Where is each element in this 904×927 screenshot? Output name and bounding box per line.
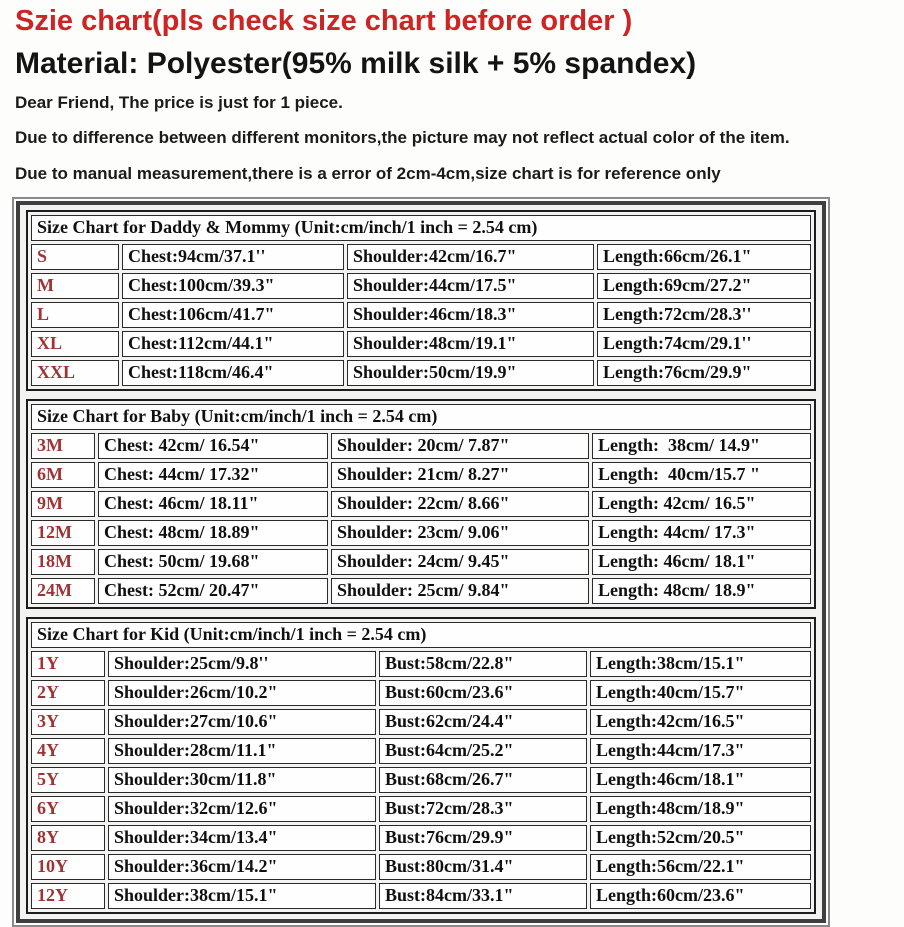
size-label: 5Y: [31, 767, 105, 793]
measurement-cell: Length:42cm/16.5": [590, 709, 811, 735]
measurement-cell: Length:69cm/27.2": [597, 273, 811, 299]
size-chart-frame: [12, 197, 830, 927]
size-label: 24M: [31, 578, 95, 604]
size-row: [31, 680, 811, 706]
measurement-cell: Shoulder:50cm/19.9": [347, 360, 594, 386]
table-title-row: [31, 622, 811, 648]
size-label: 3M: [31, 433, 95, 459]
size-row: [31, 302, 811, 328]
size-label: 9M: [31, 491, 95, 517]
size-row: [31, 433, 811, 459]
measurement-cell: Chest: 50cm/ 19.68": [98, 549, 328, 575]
measurement-cell: Shoulder: 21cm/ 8.27": [331, 462, 589, 488]
table-title-row: [31, 404, 811, 430]
measurement-cell: Shoulder:25cm/9.8'': [108, 651, 376, 677]
measurement-cell: Length: 48cm/ 18.9": [592, 578, 811, 604]
measurement-cell: Shoulder: 24cm/ 9.45": [331, 549, 589, 575]
measurement-cell: Shoulder:48cm/19.1": [347, 331, 594, 357]
measurement-cell: Chest:106cm/41.7": [122, 302, 344, 328]
measurement-cell: Chest: 44cm/ 17.32": [98, 462, 328, 488]
size-row: [31, 491, 811, 517]
measurement-cell: Shoulder:34cm/13.4": [108, 825, 376, 851]
size-label: 12M: [31, 520, 95, 546]
measurement-cell: Length:66cm/26.1": [597, 244, 811, 270]
measurement-cell: Bust:64cm/25.2": [379, 738, 587, 764]
measurement-cell: Shoulder:36cm/14.2": [108, 854, 376, 880]
measurement-cell: Bust:60cm/23.6": [379, 680, 587, 706]
page-header: [0, 0, 904, 184]
measurement-cell: Length:72cm/28.3'': [597, 302, 811, 328]
measurement-cell: Chest: 46cm/ 18.11": [98, 491, 328, 517]
size-row: [31, 578, 811, 604]
measurement-cell: Chest: 52cm/ 20.47": [98, 578, 328, 604]
measurement-cell: Bust:58cm/22.8": [379, 651, 587, 677]
size-table-baby: [26, 399, 816, 609]
material-line: Material: Polyester(95% milk silk + 5% spandex): [15, 46, 697, 80]
measurement-cell: Length:74cm/29.1'': [597, 331, 811, 357]
size-label: 6M: [31, 462, 95, 488]
size-label: 2Y: [31, 680, 105, 706]
measurement-cell: Length: 44cm/ 17.3": [592, 520, 811, 546]
size-label: 10Y: [31, 854, 105, 880]
measurement-cell: Shoulder:32cm/12.6": [108, 796, 376, 822]
measurement-cell: Shoulder:42cm/16.7": [347, 244, 594, 270]
measurement-cell: Chest:118cm/46.4": [122, 360, 344, 386]
size-table-daddy-mommy: [26, 210, 816, 391]
size-label: 6Y: [31, 796, 105, 822]
size-label: L: [31, 302, 119, 328]
size-row: [31, 520, 811, 546]
size-label: S: [31, 244, 119, 270]
size-row: [31, 360, 811, 386]
measurement-cell: Length:56cm/22.1": [590, 854, 811, 880]
measurement-cell: Shoulder:28cm/11.1": [108, 738, 376, 764]
measurement-cell: Bust:80cm/31.4": [379, 854, 587, 880]
note-price: Dear Friend, The price is just for 1 piece.: [15, 92, 343, 112]
measurement-cell: Length: 46cm/ 18.1": [592, 549, 811, 575]
size-label: 3Y: [31, 709, 105, 735]
size-chart-frame-inner: [16, 201, 826, 923]
measurement-cell: Chest: 42cm/ 16.54": [98, 433, 328, 459]
measurement-cell: Shoulder:26cm/10.2": [108, 680, 376, 706]
measurement-cell: Chest: 48cm/ 18.89": [98, 520, 328, 546]
measurement-cell: Bust:62cm/24.4": [379, 709, 587, 735]
measurement-cell: Bust:68cm/26.7": [379, 767, 587, 793]
measurement-cell: Chest:100cm/39.3": [122, 273, 344, 299]
measurement-cell: Length: 42cm/ 16.5": [592, 491, 811, 517]
size-row: [31, 738, 811, 764]
measurement-cell: Chest:112cm/44.1": [122, 331, 344, 357]
measurement-cell: Length:46cm/18.1": [590, 767, 811, 793]
measurement-cell: Bust:72cm/28.3": [379, 796, 587, 822]
note-monitors: Due to difference between different monitors,the picture may not reflect actual color of the item.: [15, 128, 790, 148]
size-table-kid: [26, 617, 816, 914]
measurement-cell: Shoulder: 23cm/ 9.06": [331, 520, 589, 546]
measurement-cell: Shoulder: 25cm/ 9.84": [331, 578, 589, 604]
size-row: [31, 273, 811, 299]
size-row: [31, 709, 811, 735]
measurement-cell: Length: 40cm/15.7 ": [592, 462, 811, 488]
measurement-cell: Length:60cm/23.6": [590, 883, 811, 909]
measurement-cell: Length:38cm/15.1": [590, 651, 811, 677]
size-label: XXL: [31, 360, 119, 386]
measurement-cell: Shoulder:27cm/10.6": [108, 709, 376, 735]
measurement-cell: Shoulder:44cm/17.5": [347, 273, 594, 299]
measurement-cell: Length:76cm/29.9": [597, 360, 811, 386]
size-row: [31, 767, 811, 793]
measurement-cell: Shoulder:38cm/15.1": [108, 883, 376, 909]
measurement-cell: Length:40cm/15.7": [590, 680, 811, 706]
size-label: 1Y: [31, 651, 105, 677]
size-label: 8Y: [31, 825, 105, 851]
note-measurement: Due to manual measurement,there is a error of 2cm-4cm,size chart is for reference only: [15, 163, 721, 183]
size-label: 12Y: [31, 883, 105, 909]
measurement-cell: Shoulder: 22cm/ 8.66": [331, 491, 589, 517]
measurement-cell: Length: 38cm/ 14.9": [592, 433, 811, 459]
table-title: Size Chart for Kid (Unit:cm/inch/1 inch = 2.54 cm): [31, 622, 811, 648]
measurement-cell: Length:52cm/20.5": [590, 825, 811, 851]
measurement-cell: Length:44cm/17.3": [590, 738, 811, 764]
measurement-cell: Shoulder:30cm/11.8": [108, 767, 376, 793]
measurement-cell: Length:48cm/18.9": [590, 796, 811, 822]
size-row: [31, 331, 811, 357]
measurement-cell: Chest:94cm/37.1'': [122, 244, 344, 270]
size-row: [31, 883, 811, 909]
measurement-cell: Shoulder:46cm/18.3": [347, 302, 594, 328]
size-row: [31, 549, 811, 575]
table-title: Size Chart for Daddy & Mommy (Unit:cm/inch/1 inch = 2.54 cm): [31, 215, 811, 241]
size-row: [31, 244, 811, 270]
size-row: [31, 796, 811, 822]
size-row: [31, 462, 811, 488]
size-label: 18M: [31, 549, 95, 575]
table-title-row: [31, 215, 811, 241]
measurement-cell: Bust:76cm/29.9": [379, 825, 587, 851]
size-label: XL: [31, 331, 119, 357]
size-row: [31, 854, 811, 880]
size-label: M: [31, 273, 119, 299]
size-row: [31, 825, 811, 851]
table-title: Size Chart for Baby (Unit:cm/inch/1 inch = 2.54 cm): [31, 404, 811, 430]
page-title: Szie chart(pls check size chart before order ): [15, 5, 633, 37]
measurement-cell: Shoulder: 20cm/ 7.87": [331, 433, 589, 459]
size-row: [31, 651, 811, 677]
size-label: 4Y: [31, 738, 105, 764]
measurement-cell: Bust:84cm/33.1": [379, 883, 587, 909]
